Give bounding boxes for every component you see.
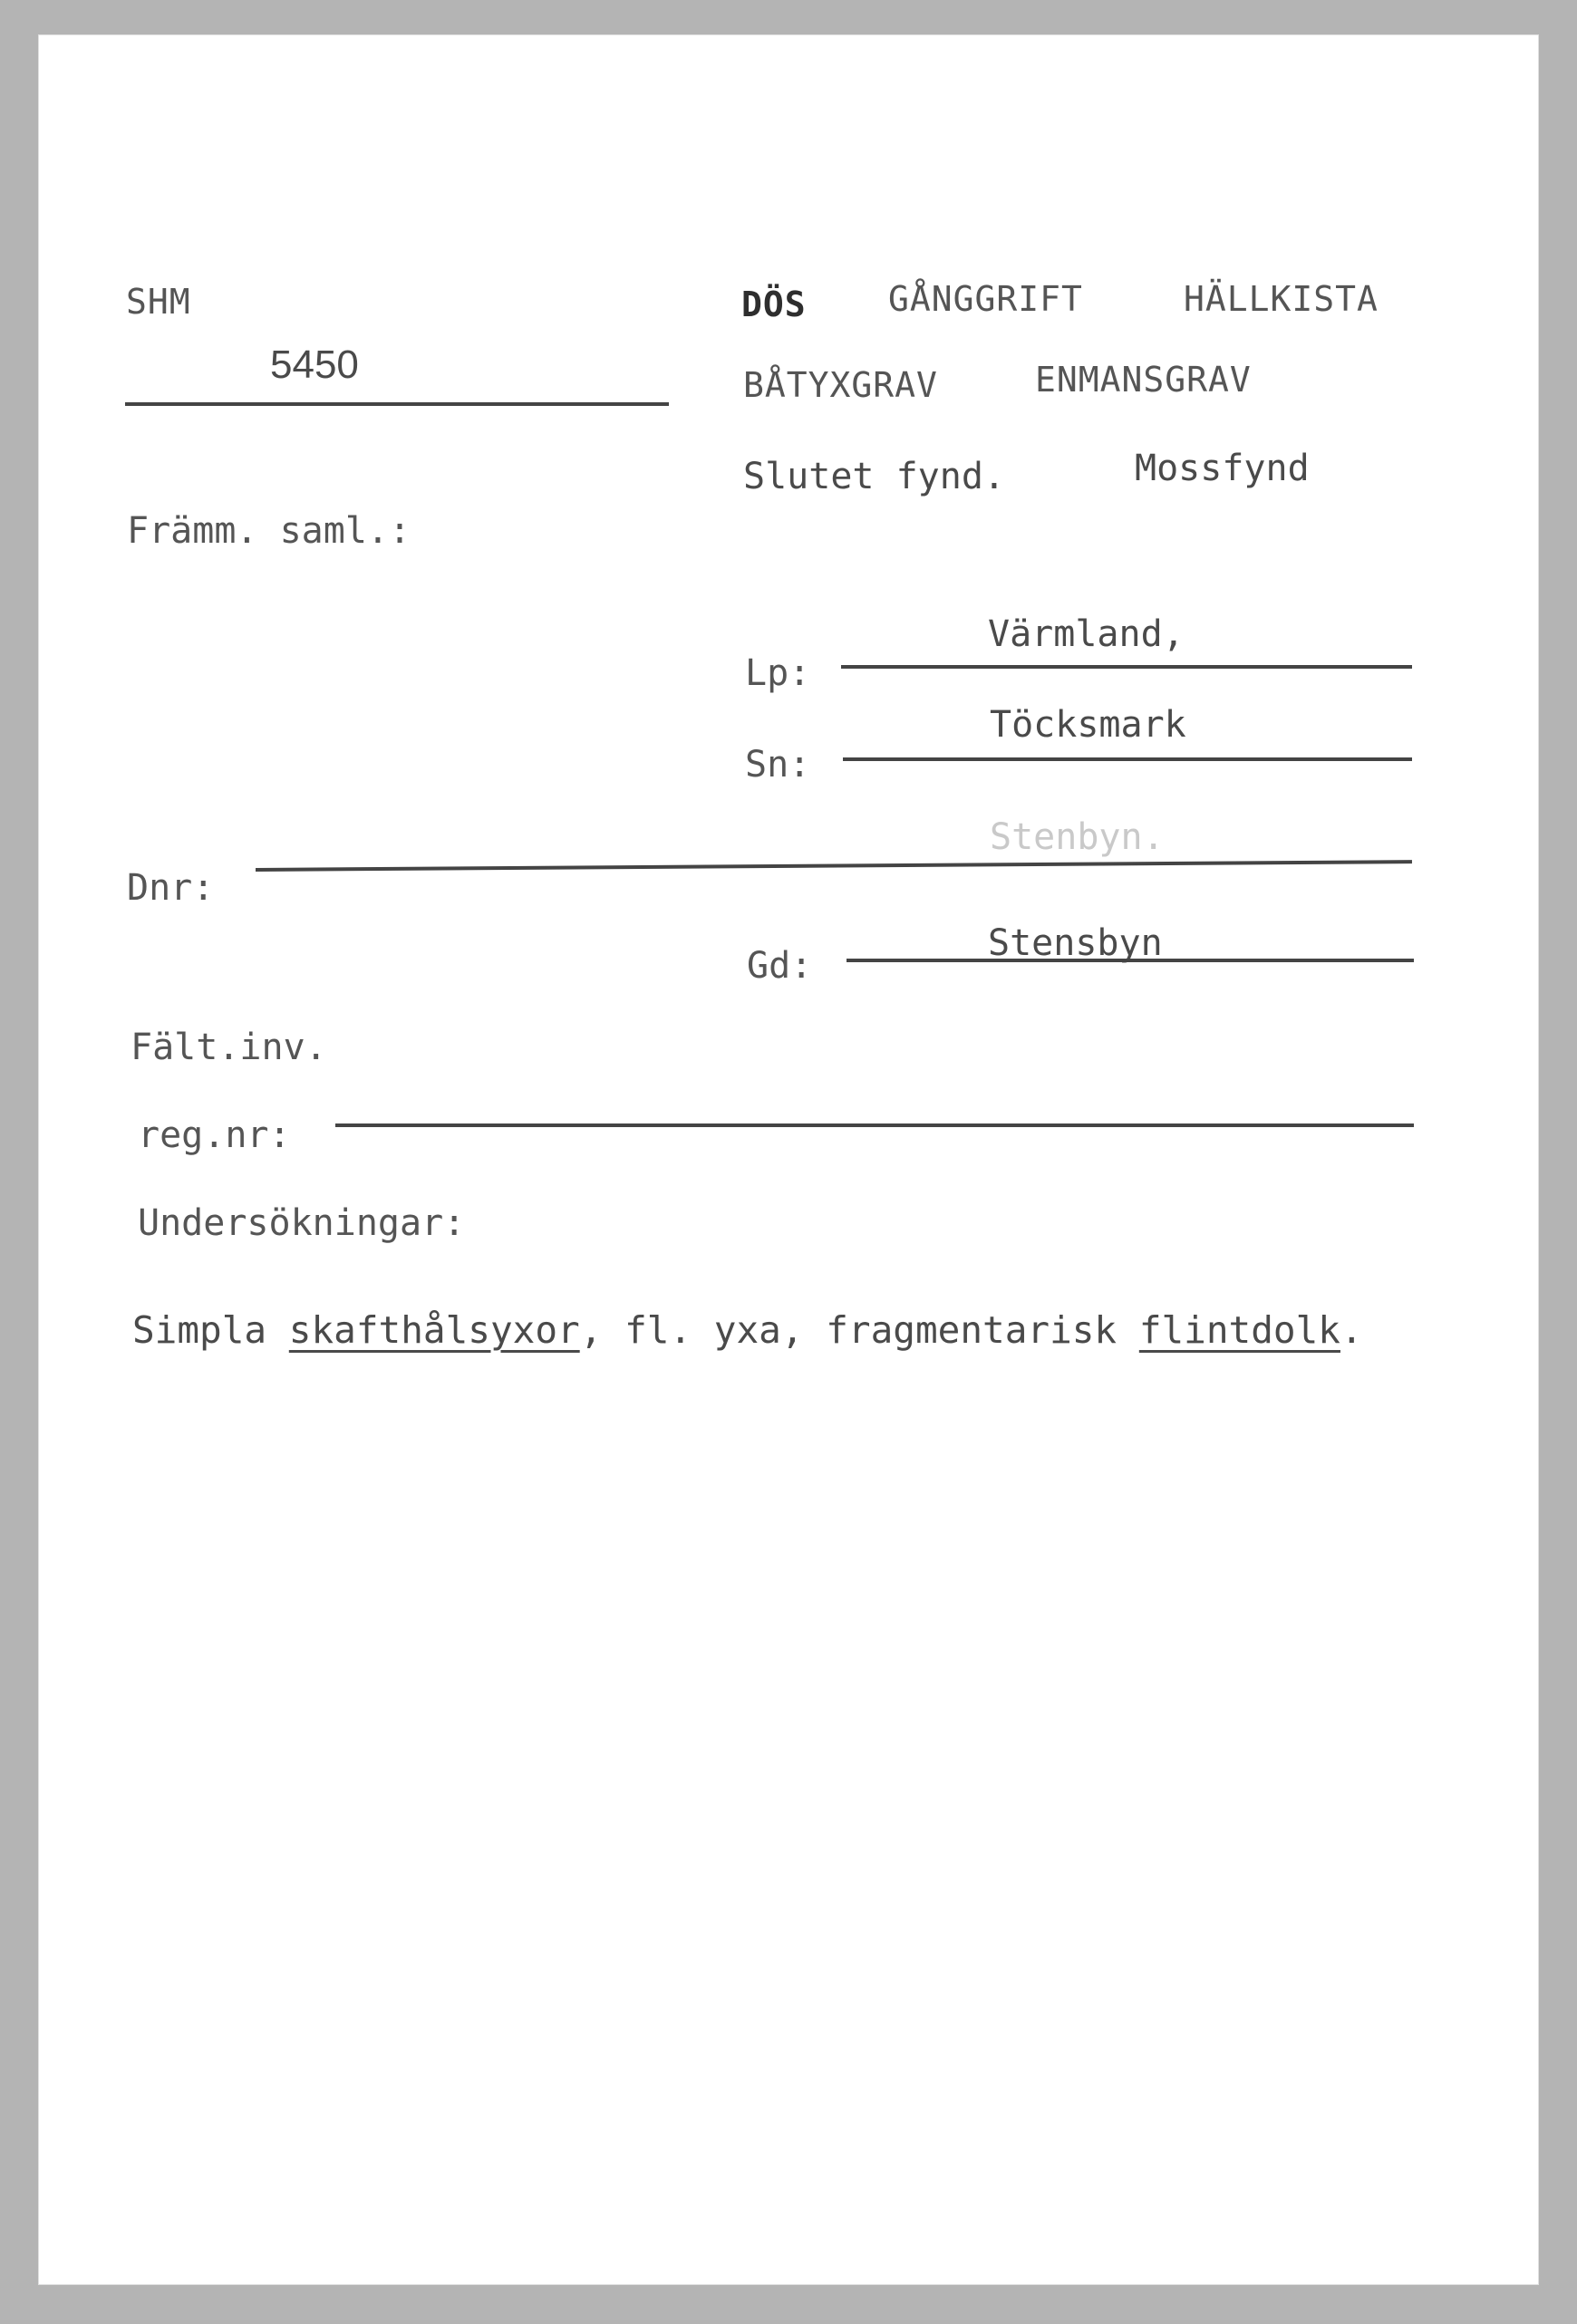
description-part-3: , fl. yxa, fragmentarisk [579,1308,1139,1352]
category-slutet-fynd: Slutet fynd. [743,456,1005,497]
catalog-number-rule [125,402,669,406]
gd-label: Gd: [747,945,813,987]
category-mossfynd: Mossfynd [1135,448,1310,489]
description-part-1: Simpla [132,1308,289,1352]
lp-value: Värmland, [988,613,1185,655]
lp-rule [841,665,1412,669]
sn-label: Sn: [745,744,811,786]
reg-nr-label: reg.nr: [138,1114,291,1156]
category-dos: DÖS [741,284,807,324]
find-description [132,1308,1363,1352]
gd-rule [847,959,1414,962]
catalog-card [38,34,1539,2285]
museum-code: SHM [126,282,191,322]
foreign-collection-label: Främm. saml.: [127,510,411,552]
category-enmansgrav: ENMANSGRAV [1035,360,1252,400]
faint-place-name: Stenbyn. [990,816,1165,858]
sn-rule [843,757,1412,761]
category-ganggrift: GÅNGGRIFT [888,279,1083,319]
gd-value: Stensbyn [988,922,1163,964]
catalog-number: 5450 [270,342,359,387]
description-underlined-dagger: flintdolk [1138,1308,1340,1352]
dnr-label: Dnr: [127,867,215,909]
lp-label: Lp: [745,652,811,694]
description-underlined-axes: skafthålsyxor [288,1308,580,1352]
description-part-5: . [1340,1308,1363,1352]
sn-value: Töcksmark [990,704,1186,746]
category-hallkista: HÄLLKISTA [1184,279,1379,319]
investigations-label: Undersökningar: [138,1202,466,1244]
category-batyxgrav: BÅTYXGRAV [743,365,938,405]
reg-nr-rule [335,1123,1414,1127]
dnr-rule [256,860,1412,872]
field-inventory-label: Fält.inv. [131,1027,327,1068]
